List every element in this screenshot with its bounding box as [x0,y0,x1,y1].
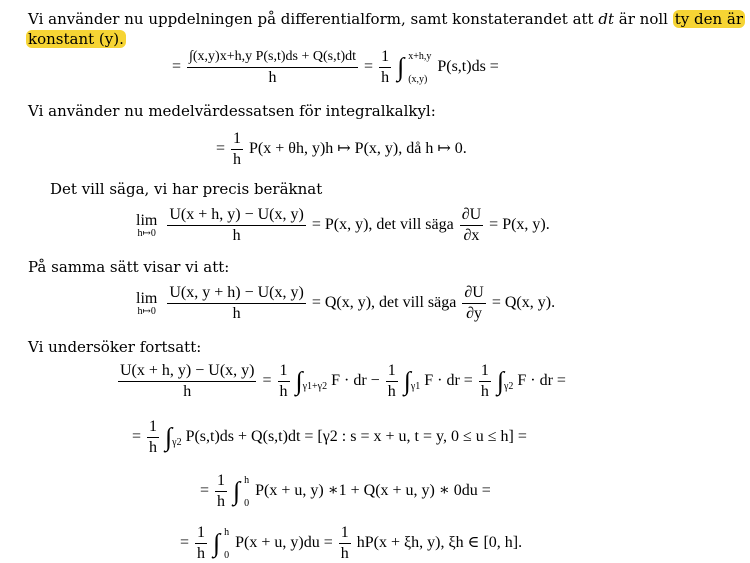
equation-8: = $\frac{1}{h}$ ∫ h 0 P(x + u, y)du = $\frac{1}{h}$ hP(x + ξh, y), ξh ∈ [0, h]. [180,524,523,562]
intro-line-2 [26,30,126,48]
eq1-den: h [268,69,277,86]
eq2-rhs: P(x + θh, y)h ↦ P(x, y), då h ↦ 0. [249,140,467,158]
eq1-rhs: P(s,t)ds = [437,58,499,76]
equation-7: = $\frac{1}{h}$ ∫ h 0 P(x + u, y) ∗1 + Q(x + u, y) ∗ 0du = [200,472,491,510]
paragraph-4: På samma sätt visar vi att: [28,258,230,276]
intro-text-before: Vi använder nu uppdelningen på differentialform, samt konstaterandet att [28,10,594,28]
highlight-1: ty den är [674,10,744,28]
paragraph-5: Vi undersöker fortsatt: [28,338,202,356]
highlight-2: konstant (y). [28,30,124,48]
eq1-num: ∫(x,y)x+h,y P(s,t)ds + Q(s,t)dt [187,48,358,68]
intro-dt: dt [598,10,615,28]
paragraph-3: Det vill säga, vi har precis beräknat [50,180,323,198]
eq1-coef: $\frac{1}{h}$ [381,48,390,86]
equation-5: $\frac{U(x + h, y) - U(x, y)}{h}$ = $\frac{1}{h}$ $\int_{\gamma 1+\gamma 2}$ F · dr − $\frac{1}{h}$ $\int_{\gamma 1}$ F · dr = $\frac{1}{h}$ $\int_{\gamma 2}$ F · dr = [120,362,566,400]
paragraph-2: Vi använder nu medelvärdessatsen för integralkalkyl: [28,102,436,120]
equation-6: = $\frac{1}{h}$ $\int_{\gamma 2}$ P(s,t)ds + Q(s,t)dt = [γ2 : s = x + u, t = y, 0 ≤ u ≤ h] = [132,418,527,456]
equation-3: lim h↦0 $\frac{U(x + h, y) - U(x, y)}{h}$ = P(x, y), det vill säga $\frac{\partial U}{\partial x}$ = P(x, y). [136,206,550,244]
equation-2: = $\frac{1}{h}$ P(x + θh, y)h ↦ P(x, y), då h ↦ 0. [216,130,467,168]
intro-text-middle: är noll [618,10,668,28]
integral-sign: ∫ [397,52,405,82]
equation-1: = $\frac{\text{∫(x,y)x+h,y P(s,t)ds + Q(s,t)dt}}{h}$ = $\frac{1}{h}$ ∫ x+h,y (x,y) P(s,t)ds = [172,48,499,86]
intro-line-1 [28,10,745,28]
eq1-fraction [187,48,358,87]
equation-4: lim h↦0 $\frac{U(x, y + h) - U(x, y)}{h}$ = Q(x, y), det vill säga $\frac{\partial U}{\partial y}$ = Q(x, y). [136,284,556,322]
